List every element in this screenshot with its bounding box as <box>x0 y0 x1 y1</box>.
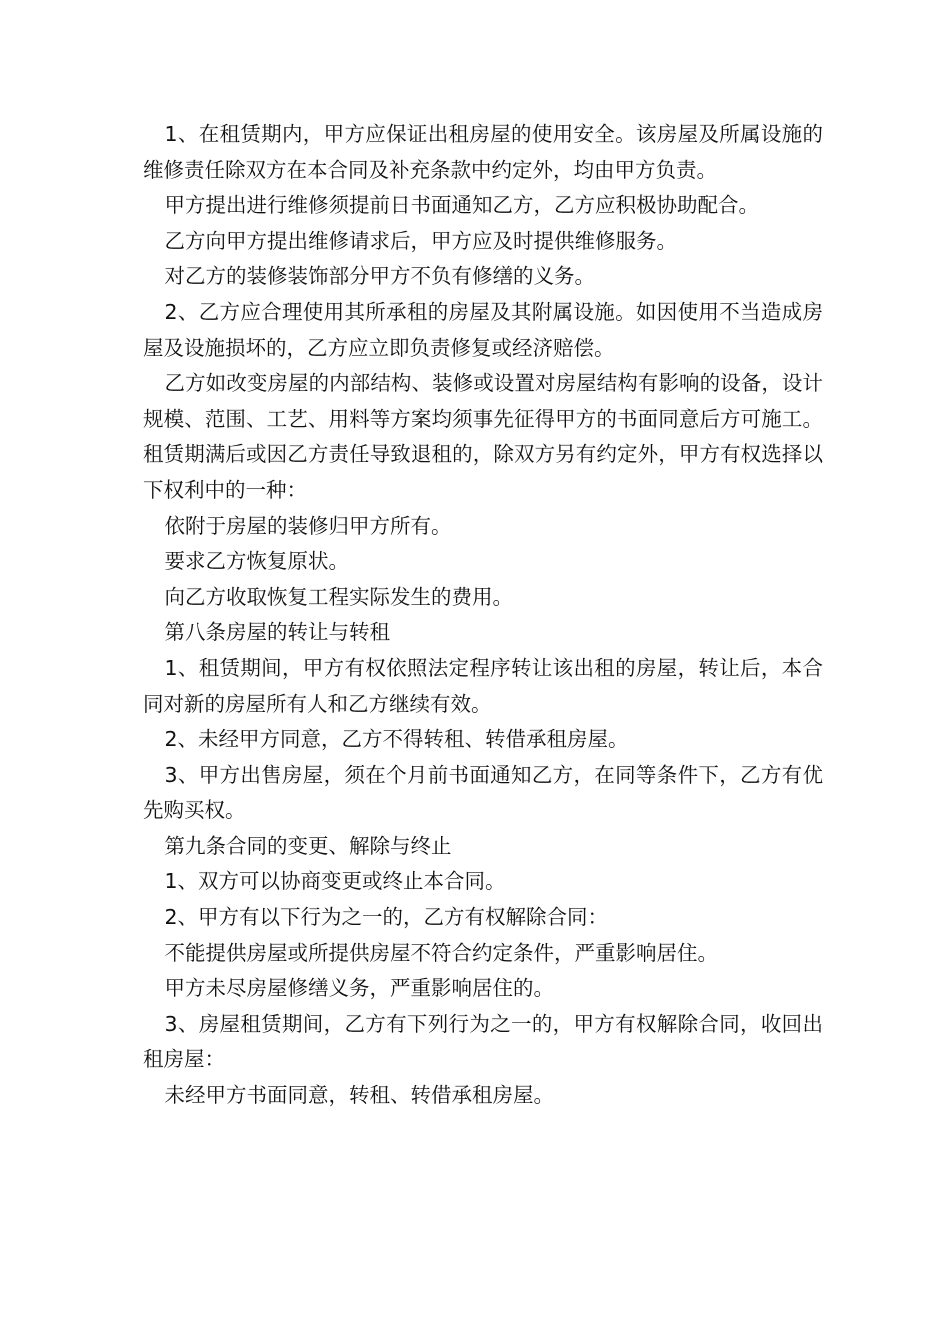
paragraph: 未经甲方书面同意，转租、转借承租房屋。 <box>164 1083 555 1108</box>
paragraph: 2、未经甲方同意，乙方不得转租、转借承租房屋。 <box>164 727 629 752</box>
paragraph: 1、租赁期间，甲方有权依照法定程序转让该出租的房屋，转让后，本合同对新的房屋所有人和乙方继续有效。 <box>143 655 823 716</box>
paragraph: 2、乙方应合理使用其所承租的房屋及其附属设施。如因使用不当造成房屋及设施损坏的，乙方应立即负责修复或经济赔偿。 <box>143 299 823 360</box>
paragraph: 3、甲方出售房屋，须在个月前书面通知乙方，在同等条件下，乙方有优先购买权。 <box>143 762 823 823</box>
paragraph: 1、双方可以协商变更或终止本合同。 <box>164 869 506 894</box>
paragraph: 1、在租赁期内，甲方应保证出租房屋的使用安全。该房屋及所属设施的维修责任除双方在本合同及补充条款中约定外，均由甲方负责。 <box>143 122 823 182</box>
document-body <box>143 117 823 1114</box>
section-heading: 第九条合同的变更、解除与终止 <box>164 833 452 858</box>
paragraph: 甲方未尽房屋修缮义务，严重影响居住的。 <box>164 976 555 1001</box>
paragraph: 不能提供房屋或所提供房屋不符合约定条件，严重影响居住。 <box>164 940 719 965</box>
paragraph: 乙方如改变房屋的内部结构、装修或设置对房屋结构有影响的设备，设计规模、范围、工艺、用料等方案均须事先征得甲方的书面同意后方可施工。租赁期满后或因乙方责任导致退租的，除双方另有约定外，甲方有权选择以下权利中的一种： <box>143 371 823 502</box>
paragraph: 3、房屋租赁期间，乙方有下列行为之一的，甲方有权解除合同，收回出租房屋： <box>143 1011 823 1072</box>
paragraph: 向乙方收取恢复工程实际发生的费用。 <box>164 584 514 609</box>
paragraph: 甲方提出进行维修须提前日书面通知乙方，乙方应积极协助配合。 <box>164 193 760 218</box>
paragraph: 2、甲方有以下行为之一的，乙方有权解除合同： <box>164 905 609 930</box>
paragraph: 依附于房屋的装修归甲方所有。 <box>164 513 452 538</box>
paragraph: 乙方向甲方提出维修请求后，甲方应及时提供维修服务。 <box>164 228 678 253</box>
section-heading: 第八条房屋的转让与转租 <box>164 620 391 645</box>
paragraph: 对乙方的装修装饰部分甲方不负有修缮的义务。 <box>164 264 596 289</box>
paragraph: 要求乙方恢复原状。 <box>164 549 350 574</box>
